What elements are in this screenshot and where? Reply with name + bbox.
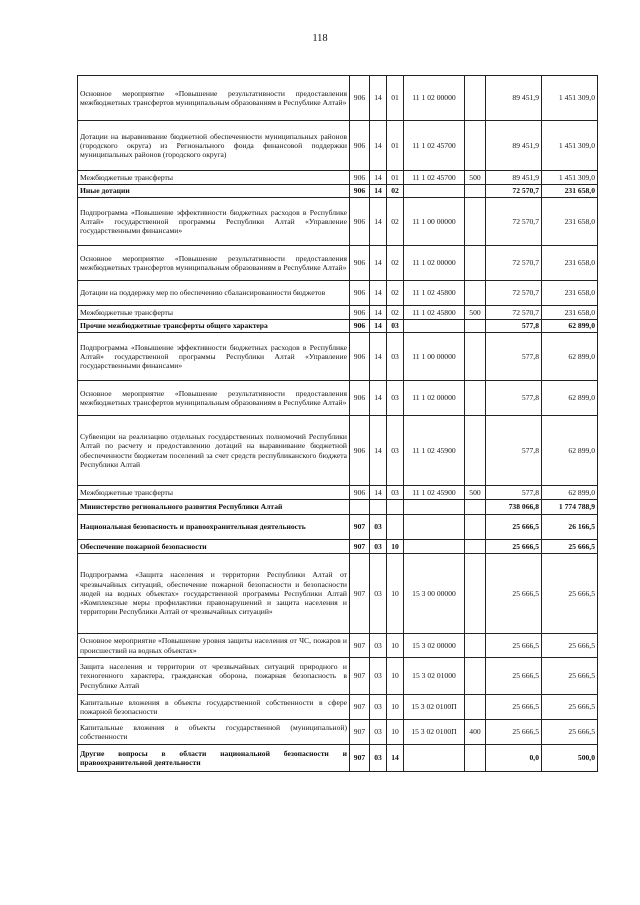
row-amount-2: 25 666,5 [542,695,598,720]
table-row [78,515,598,540]
table-row [78,185,598,198]
row-expense-type [465,185,486,198]
table-row [78,695,598,720]
row-amount-1: 89 451,9 [486,76,542,121]
row-amount-2: 1 451 309,0 [542,121,598,171]
row-admin-code: 907 [350,658,370,695]
row-section-code: 14 [370,171,387,185]
row-name: Межбюджетные трансферты [78,486,350,500]
row-amount-2: 25 666,5 [542,634,598,658]
row-name: Основное мероприятие «Повышение уровня защиты населения от ЧС, пожаров и происшествий на водных объектах» [78,634,350,658]
row-target-article: 11 1 02 00000 [404,246,465,281]
row-admin-code: 907 [350,695,370,720]
row-target-article: 15 3 02 01000 [404,658,465,695]
row-target-article [404,185,465,198]
row-expense-type [465,554,486,634]
row-amount-2: 62 899,0 [542,486,598,500]
row-name: Прочие межбюджетные трансферты общего характера [78,320,350,333]
row-target-article: 11 1 00 00000 [404,333,465,381]
row-expense-type [465,416,486,486]
row-target-article: 15 3 00 00000 [404,554,465,634]
row-section-code [370,500,387,515]
row-amount-1: 577,8 [486,486,542,500]
row-expense-type: 400 [465,720,486,745]
row-amount-1: 25 666,5 [486,554,542,634]
row-subsection-code: 14 [387,745,404,772]
row-name: Капитальные вложения в объекты государственной (муниципальной) собственности [78,720,350,745]
row-expense-type [465,281,486,306]
row-admin-code: 906 [350,416,370,486]
row-subsection-code: 01 [387,76,404,121]
row-amount-2: 231 658,0 [542,198,598,246]
row-target-article: 11 1 02 00000 [404,381,465,416]
row-section-code: 14 [370,246,387,281]
row-target-article: 11 1 02 00000 [404,76,465,121]
row-target-article: 11 1 02 45700 [404,121,465,171]
table-row [78,333,598,381]
row-section-code: 14 [370,416,387,486]
row-admin-code: 907 [350,554,370,634]
row-section-code: 03 [370,634,387,658]
row-amount-1: 72 570,7 [486,185,542,198]
row-admin-code: 906 [350,320,370,333]
row-name: Межбюджетные трансферты [78,171,350,185]
table-row [78,634,598,658]
row-name: Министерство регионального развития Республики Алтай [78,500,350,515]
row-name: Подпрограмма «Повышение эффективности бюджетных расходов в Республике Алтай» государственной программы Республики Алтай «Управление государственными финансами» [78,333,350,381]
row-subsection-code: 02 [387,281,404,306]
row-amount-2: 231 658,0 [542,306,598,320]
table-row [78,554,598,634]
row-subsection-code: 10 [387,720,404,745]
row-amount-2: 26 166,5 [542,515,598,540]
row-amount-1: 72 570,7 [486,246,542,281]
row-expense-type [465,540,486,554]
row-name: Иные дотации [78,185,350,198]
row-subsection-code [387,500,404,515]
row-amount-2: 62 899,0 [542,381,598,416]
row-target-article: 11 1 02 45700 [404,171,465,185]
row-name: Межбюджетные трансферты [78,306,350,320]
row-amount-1: 25 666,5 [486,634,542,658]
table-row [78,381,598,416]
row-subsection-code: 01 [387,121,404,171]
row-amount-1: 577,8 [486,381,542,416]
row-name: Дотации на поддержку мер по обеспечению сбалансированности бюджетов [78,281,350,306]
row-section-code: 03 [370,540,387,554]
row-name: Дотации на выравнивание бюджетной обеспеченности муниципальных районов (городского округа) из Регионального фонда финансовой поддержки муниципальных районов (городского округа) [78,121,350,171]
row-section-code: 03 [370,554,387,634]
row-target-article [404,540,465,554]
row-admin-code: 906 [350,281,370,306]
row-subsection-code: 02 [387,198,404,246]
row-section-code: 14 [370,320,387,333]
row-target-article: 15 3 02 0100П [404,695,465,720]
row-expense-type [465,320,486,333]
row-admin-code: 907 [350,540,370,554]
table-row [78,500,598,515]
row-expense-type [465,634,486,658]
row-subsection-code: 10 [387,658,404,695]
row-expense-type: 500 [465,171,486,185]
row-admin-code: 906 [350,381,370,416]
row-name: Подпрограмма «Защита населения и территории Республики Алтай от чрезвычайных ситуаций, обеспечение пожарной безопасности и безопасности людей на водных объектах» государственной программы Республики Алтай «Комплексные меры профилактики правонарушений и защита населения и территории Республики Алтай от чрезвычайных ситуаций» [78,554,350,634]
row-name: Подпрограмма «Повышение эффективности бюджетных расходов в Республике Алтай» государственной программы Республики Алтай «Управление государственными финансами» [78,198,350,246]
row-subsection-code: 01 [387,171,404,185]
row-amount-1: 25 666,5 [486,515,542,540]
row-expense-type [465,121,486,171]
row-section-code: 14 [370,121,387,171]
row-subsection-code: 02 [387,306,404,320]
row-expense-type [465,381,486,416]
row-name: Субвенции на реализацию отдельных государственных полномочий Республики Алтай по расчету и предоставлению дотаций на выравнивание бюджетной обеспеченности бюджетам поселений за счет средств республиканского бюджета Республики Алтай [78,416,350,486]
row-target-article: 11 1 00 00000 [404,198,465,246]
row-subsection-code: 03 [387,416,404,486]
table-row [78,486,598,500]
row-admin-code: 906 [350,198,370,246]
row-amount-2: 1 774 788,9 [542,500,598,515]
row-expense-type [465,500,486,515]
row-expense-type [465,515,486,540]
page-number: 118 [312,33,328,44]
row-expense-type [465,745,486,772]
row-subsection-code: 10 [387,554,404,634]
row-amount-1: 25 666,5 [486,540,542,554]
row-expense-type [465,198,486,246]
table-row [78,246,598,281]
row-amount-2: 231 658,0 [542,281,598,306]
row-expense-type [465,695,486,720]
row-admin-code: 907 [350,745,370,772]
row-target-article [404,745,465,772]
row-amount-2: 25 666,5 [542,540,598,554]
row-admin-code: 906 [350,333,370,381]
row-expense-type: 500 [465,306,486,320]
row-subsection-code: 02 [387,185,404,198]
row-amount-1: 25 666,5 [486,658,542,695]
row-section-code: 14 [370,281,387,306]
row-section-code: 14 [370,486,387,500]
row-amount-2: 62 899,0 [542,320,598,333]
row-admin-code: 906 [350,486,370,500]
row-section-code: 14 [370,381,387,416]
row-target-article: 11 1 02 45800 [404,281,465,306]
row-subsection-code: 03 [387,381,404,416]
row-subsection-code: 10 [387,540,404,554]
row-section-code: 14 [370,306,387,320]
row-amount-1: 89 451,9 [486,121,542,171]
table-row [78,540,598,554]
row-admin-code: 906 [350,171,370,185]
row-section-code: 03 [370,658,387,695]
row-amount-1: 577,8 [486,320,542,333]
row-amount-1: 72 570,7 [486,281,542,306]
row-name: Капитальные вложения в объекты государственной собственности в сфере пожарной безопасности [78,695,350,720]
row-amount-2: 1 451 309,0 [542,76,598,121]
row-amount-2: 500,0 [542,745,598,772]
row-target-article [404,320,465,333]
row-name: Другие вопросы в области национальной безопасности и правоохранительной деятельности [78,745,350,772]
row-subsection-code: 03 [387,486,404,500]
table-row [78,281,598,306]
budget-table [77,75,598,772]
row-subsection-code [387,515,404,540]
table-row [78,198,598,246]
row-subsection-code: 02 [387,246,404,281]
row-expense-type [465,76,486,121]
table-row [78,745,598,772]
row-amount-1: 25 666,5 [486,720,542,745]
table-row [78,658,598,695]
row-name: Основное мероприятие «Повышение результативности предоставления межбюджетных трансфертов муниципальным образованиям в Республике Алтай» [78,76,350,121]
row-target-article: 15 3 02 0100П [404,720,465,745]
table-row [78,171,598,185]
row-subsection-code: 03 [387,320,404,333]
row-amount-2: 231 658,0 [542,246,598,281]
row-section-code: 14 [370,76,387,121]
row-admin-code: 907 [350,720,370,745]
row-target-article [404,515,465,540]
table-row [78,416,598,486]
row-admin-code: 907 [350,634,370,658]
row-amount-1: 0,0 [486,745,542,772]
row-amount-1: 738 066,8 [486,500,542,515]
row-admin-code: 906 [350,246,370,281]
row-name: Защита населения и территории от чрезвычайных ситуаций природного и техногенного характера, гражданская оборона, пожарная безопасность в Республике Алтай [78,658,350,695]
row-amount-1: 577,8 [486,416,542,486]
row-section-code: 03 [370,515,387,540]
table-row [78,306,598,320]
row-amount-2: 231 658,0 [542,185,598,198]
row-amount-1: 72 570,7 [486,306,542,320]
row-expense-type [465,333,486,381]
table-row [78,720,598,745]
row-amount-2: 62 899,0 [542,333,598,381]
table-row [78,121,598,171]
row-admin-code: 906 [350,121,370,171]
row-section-code: 03 [370,720,387,745]
table-row [78,320,598,333]
row-subsection-code: 03 [387,333,404,381]
row-subsection-code: 10 [387,695,404,720]
row-target-article: 11 1 02 45800 [404,306,465,320]
row-amount-1: 25 666,5 [486,695,542,720]
row-admin-code [350,500,370,515]
row-target-article [404,500,465,515]
row-section-code: 03 [370,745,387,772]
row-admin-code: 906 [350,185,370,198]
row-section-code: 14 [370,333,387,381]
row-amount-1: 577,8 [486,333,542,381]
row-expense-type [465,246,486,281]
row-admin-code: 906 [350,306,370,320]
row-section-code: 14 [370,198,387,246]
row-name: Национальная безопасность и правоохранительная деятельность [78,515,350,540]
row-amount-1: 89 451,9 [486,171,542,185]
table-row [78,76,598,121]
row-admin-code: 907 [350,515,370,540]
row-name: Основное мероприятие «Повышение результативности предоставления межбюджетных трансфертов муниципальным образованиям в Республике Алтай» [78,381,350,416]
row-expense-type [465,658,486,695]
row-amount-2: 62 899,0 [542,416,598,486]
row-section-code: 14 [370,185,387,198]
row-amount-2: 25 666,5 [542,658,598,695]
row-target-article: 15 3 02 00000 [404,634,465,658]
row-admin-code: 906 [350,76,370,121]
row-amount-1: 72 570,7 [486,198,542,246]
row-subsection-code: 10 [387,634,404,658]
row-amount-2: 1 451 309,0 [542,171,598,185]
row-target-article: 11 1 02 45900 [404,486,465,500]
row-target-article: 11 1 02 45900 [404,416,465,486]
row-amount-2: 25 666,5 [542,720,598,745]
row-name: Основное мероприятие «Повышение результативности предоставления межбюджетных трансфертов муниципальным образованиям в Республике Алтай» [78,246,350,281]
row-amount-2: 25 666,5 [542,554,598,634]
row-expense-type: 500 [465,486,486,500]
row-name: Обеспечение пожарной безопасности [78,540,350,554]
row-section-code: 03 [370,695,387,720]
